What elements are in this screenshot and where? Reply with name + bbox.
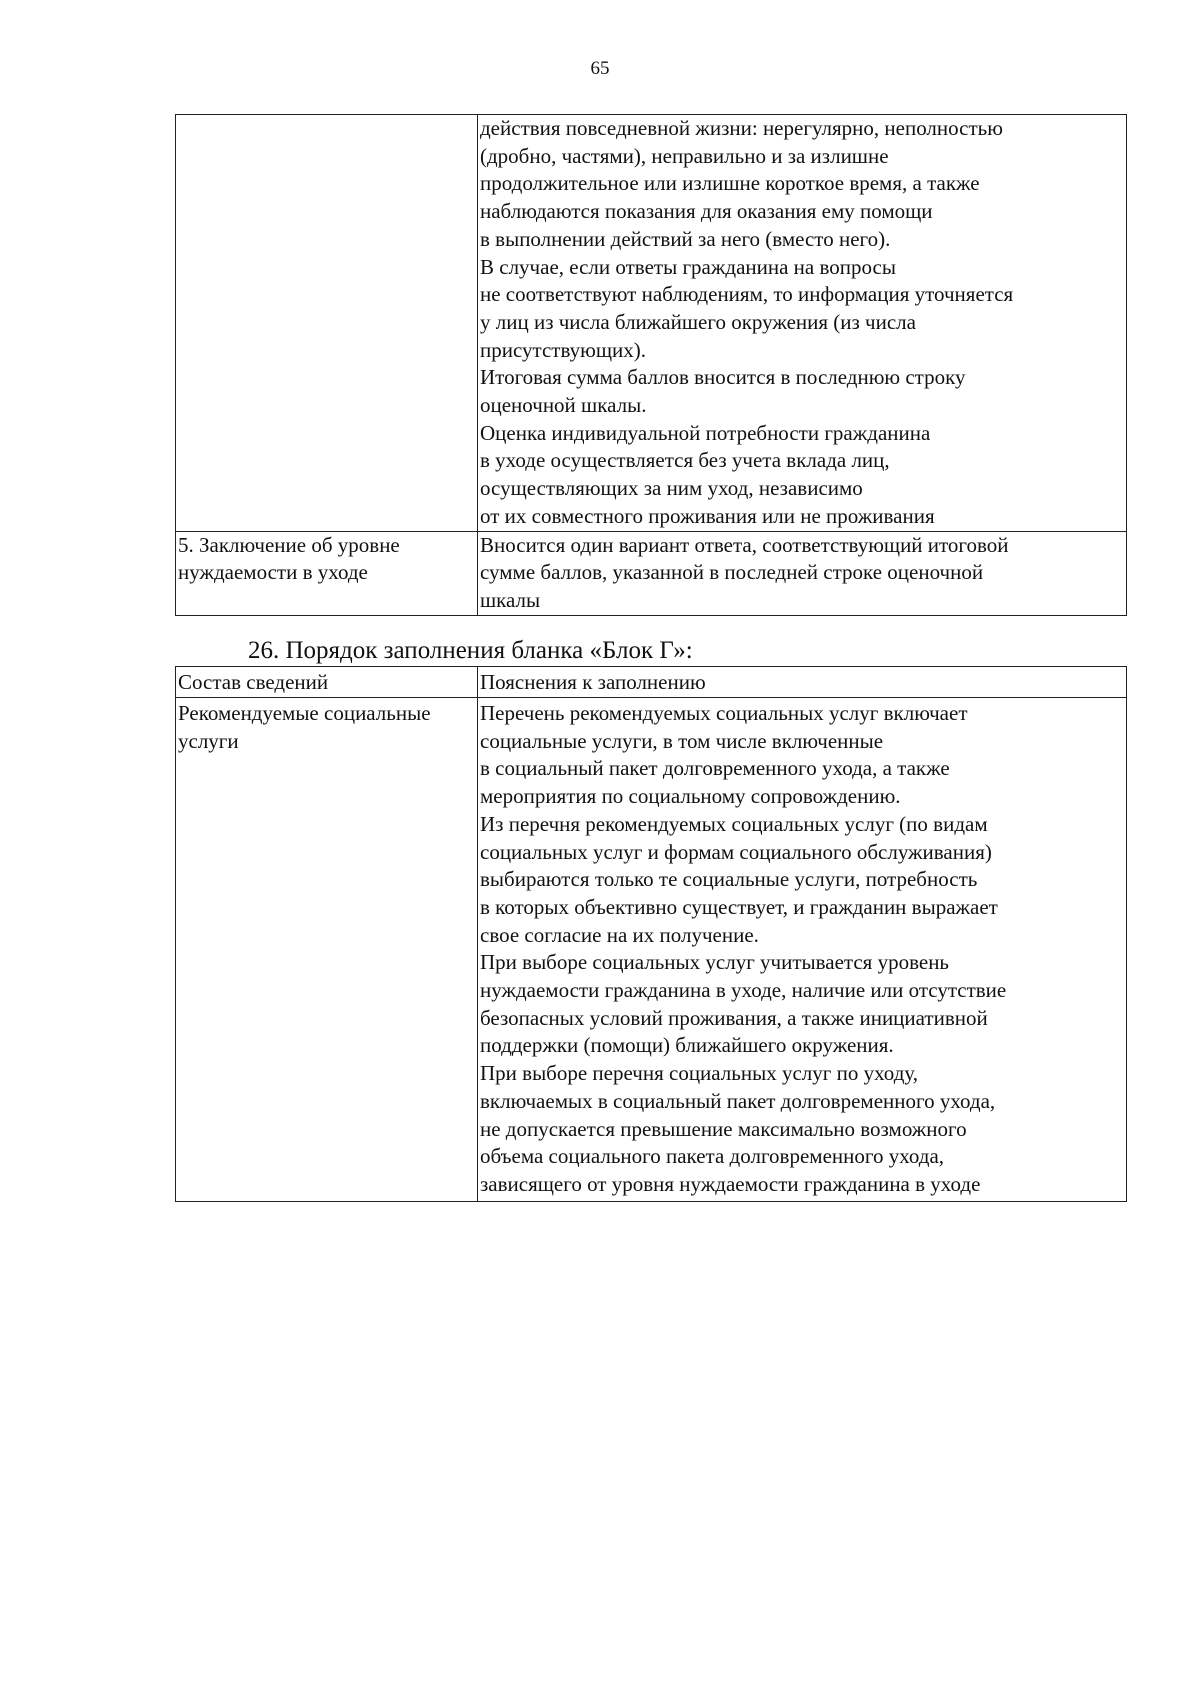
text-line: 5. Заключение об уровне [178, 532, 400, 557]
table-cell-item-label [176, 698, 478, 1202]
text-line: В случае, если ответы гражданина на вопросы [480, 254, 896, 279]
table-row [176, 115, 1127, 532]
text-line: социальные услуги, в том числе включенные [480, 728, 884, 753]
text-line: услуги [178, 728, 239, 753]
text-line: наблюдаются показания для оказания ему помощи [480, 199, 933, 224]
text-line: присутствующих). [480, 337, 646, 362]
table-row [176, 698, 1127, 1202]
text-line: продолжительное или излишне короткое время, а также [480, 171, 980, 196]
text-line: не допускается превышение максимально возможного [480, 1116, 967, 1141]
table-cell-explanation [478, 698, 1127, 1202]
text-line: от их совместного проживания или не проживания [480, 503, 935, 528]
text-line: мероприятия по социальному сопровождению. [480, 784, 901, 809]
table-cell-explanation [478, 531, 1127, 615]
column-header-explanations: Пояснения к заполнению [478, 667, 1127, 698]
block-g-table [175, 666, 1127, 1202]
text-line: шкалы [480, 587, 541, 612]
text-line: включаемых в социальный пакет долговременного ухода, [480, 1088, 996, 1113]
text-line: Оценка индивидуальной потребности гражданина [480, 420, 931, 445]
text-line: (дробно, частями), неправильно и за излишне [480, 143, 889, 168]
text-line: поддержки (помощи) ближайшего окружения. [480, 1033, 894, 1058]
table-header-row [176, 667, 1127, 698]
text-line: объема социального пакета долговременного ухода, [480, 1144, 945, 1169]
text-line: Вносится один вариант ответа, соответствующий итоговой [480, 532, 1009, 557]
text-line: у лиц из числа ближайшего окружения (из числа [480, 309, 916, 334]
text-line: в социальный пакет долговременного ухода, а также [480, 756, 950, 781]
section-heading: 26. Порядок заполнения бланка «Блок Г»: [248, 637, 693, 664]
text-line: При выборе перечня социальных услуг по уходу, [480, 1061, 919, 1086]
text-line: Итоговая сумма баллов вносится в последнюю строку [480, 365, 966, 390]
text-line: При выборе социальных услуг учитывается уровень [480, 950, 950, 975]
text-line: выбираются только те социальные услуги, потребность [480, 867, 978, 892]
text-line: действия повседневной жизни: нерегулярно, неполностью [480, 116, 1003, 140]
text-line: безопасных условий проживания, а также инициативной [480, 1005, 988, 1030]
table-cell-empty [176, 115, 478, 532]
text-line: Рекомендуемые социальные [178, 701, 431, 725]
text-line: Из перечня рекомендуемых социальных услуг (по видам [480, 811, 988, 836]
text-line: зависящего от уровня нуждаемости гражданина в уходе [480, 1171, 981, 1196]
column-header-composition: Состав сведений [176, 667, 478, 698]
text-line: нуждаемости гражданина в уходе, наличие или отсутствие [480, 978, 1007, 1003]
instructions-table-continued [175, 114, 1127, 616]
text-line: сумме баллов, указанной в последней строке оценочной [480, 560, 984, 585]
text-line: не соответствуют наблюдениям, то информация уточняется [480, 282, 1014, 307]
text-line: в которых объективно существует, и гражданин выражает [480, 894, 998, 919]
table-row [176, 531, 1127, 615]
page-number: 65 [590, 58, 610, 79]
text-line: в выполнении действий за него (вместо него). [480, 226, 891, 251]
text-line: в уходе осуществляется без учета вклада лиц, [480, 448, 890, 473]
text-line: оценочной шкалы. [480, 393, 647, 418]
text-line: свое согласие на их получение. [480, 922, 759, 947]
table-cell-item-label [176, 531, 478, 615]
text-line: Перечень рекомендуемых социальных услуг включает [480, 701, 968, 725]
text-line: нуждаемости в уходе [178, 560, 368, 585]
text-line: социальных услуг и формам социального обслуживания) [480, 839, 992, 864]
text-line: осуществляющих за ним уход, независимо [480, 476, 863, 501]
table-cell-explanation [478, 115, 1127, 532]
